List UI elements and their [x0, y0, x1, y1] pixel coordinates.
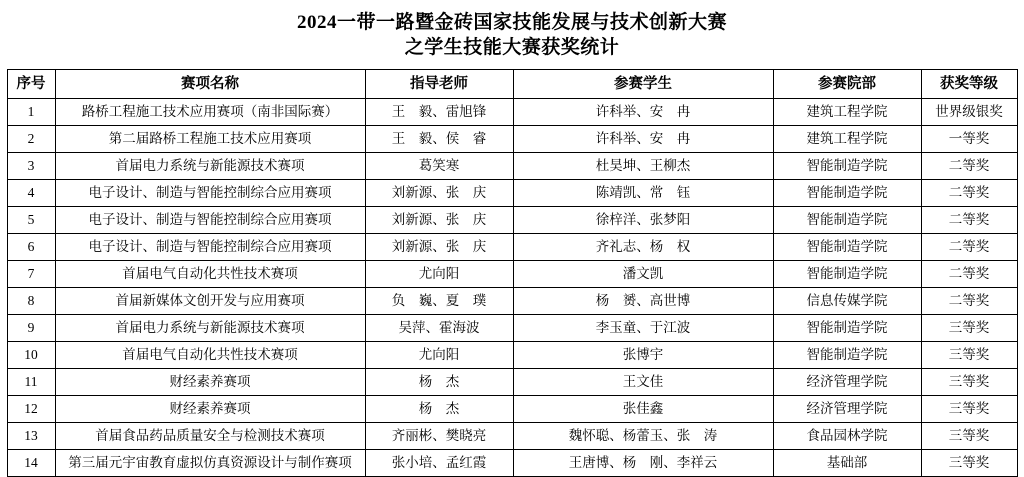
cell-competition-name: 电子设计、制造与智能控制综合应用赛项	[55, 180, 365, 207]
cell-teacher: 张小培、孟红霞	[365, 450, 513, 477]
cell-seq: 9	[7, 315, 55, 342]
cell-award-level: 三等奖	[921, 342, 1017, 369]
column-header-competition-name: 赛项名称	[55, 70, 365, 99]
cell-college: 基础部	[773, 450, 921, 477]
cell-teacher: 杨 杰	[365, 369, 513, 396]
cell-student: 张博宇	[513, 342, 773, 369]
cell-competition-name: 首届新媒体文创开发与应用赛项	[55, 288, 365, 315]
award-statistics-table	[7, 69, 1018, 477]
cell-student: 杜昊坤、王柳杰	[513, 153, 773, 180]
cell-seq: 3	[7, 153, 55, 180]
cell-teacher: 尤向阳	[365, 342, 513, 369]
title-line-2: 之学生技能大赛获奖统计	[404, 37, 620, 58]
cell-seq: 7	[7, 261, 55, 288]
table-row	[7, 288, 1017, 315]
cell-student: 王唐博、杨 刚、李祥云	[513, 450, 773, 477]
cell-student: 魏怀聪、杨蕾玉、张 涛	[513, 423, 773, 450]
cell-competition-name: 首届电力系统与新能源技术赛项	[55, 153, 365, 180]
cell-award-level: 二等奖	[921, 234, 1017, 261]
cell-award-level: 三等奖	[921, 423, 1017, 450]
cell-award-level: 一等奖	[921, 126, 1017, 153]
table-row	[7, 207, 1017, 234]
cell-competition-name: 首届食品药品质量安全与检测技术赛项	[55, 423, 365, 450]
cell-seq: 12	[7, 396, 55, 423]
cell-student: 杨 赟、高世博	[513, 288, 773, 315]
cell-competition-name: 电子设计、制造与智能控制综合应用赛项	[55, 234, 365, 261]
cell-college: 经济管理学院	[773, 369, 921, 396]
cell-student: 陈靖凯、常 钰	[513, 180, 773, 207]
cell-college: 经济管理学院	[773, 396, 921, 423]
column-header-teacher: 指导老师	[365, 70, 513, 99]
table-row	[7, 450, 1017, 477]
column-header-award-level: 获奖等级	[921, 70, 1017, 99]
cell-award-level: 二等奖	[921, 288, 1017, 315]
table-header-row	[7, 70, 1017, 99]
cell-college: 建筑工程学院	[773, 99, 921, 126]
cell-seq: 13	[7, 423, 55, 450]
cell-award-level: 二等奖	[921, 153, 1017, 180]
cell-competition-name: 电子设计、制造与智能控制综合应用赛项	[55, 207, 365, 234]
cell-college: 建筑工程学院	[773, 126, 921, 153]
table-body	[7, 99, 1017, 477]
table-row	[7, 153, 1017, 180]
cell-teacher: 杨 杰	[365, 396, 513, 423]
cell-teacher: 刘新源、张 庆	[365, 207, 513, 234]
cell-student: 李玉童、于江波	[513, 315, 773, 342]
cell-teacher: 刘新源、张 庆	[365, 234, 513, 261]
cell-college: 智能制造学院	[773, 207, 921, 234]
cell-award-level: 三等奖	[921, 450, 1017, 477]
cell-student: 潘文凯	[513, 261, 773, 288]
table-row	[7, 369, 1017, 396]
cell-seq: 2	[7, 126, 55, 153]
cell-competition-name: 路桥工程施工技术应用赛项（南非国际赛）	[55, 99, 365, 126]
cell-competition-name: 首届电气自动化共性技术赛项	[55, 342, 365, 369]
cell-seq: 8	[7, 288, 55, 315]
cell-competition-name: 财经素养赛项	[55, 396, 365, 423]
cell-competition-name: 第三届元宇宙教育虚拟仿真资源设计与制作赛项	[55, 450, 365, 477]
table-row	[7, 99, 1017, 126]
cell-seq: 4	[7, 180, 55, 207]
column-header-college: 参赛院部	[773, 70, 921, 99]
cell-college: 智能制造学院	[773, 153, 921, 180]
cell-student: 张佳鑫	[513, 396, 773, 423]
cell-competition-name: 第二届路桥工程施工技术应用赛项	[55, 126, 365, 153]
cell-college: 食品园林学院	[773, 423, 921, 450]
cell-college: 智能制造学院	[773, 234, 921, 261]
page-title	[6, 10, 1018, 60]
cell-seq: 1	[7, 99, 55, 126]
title-line-1: 2024一带一路暨金砖国家技能发展与技术创新大赛	[296, 12, 727, 33]
cell-seq: 6	[7, 234, 55, 261]
cell-award-level: 三等奖	[921, 315, 1017, 342]
cell-award-level: 二等奖	[921, 261, 1017, 288]
cell-award-level: 二等奖	[921, 207, 1017, 234]
cell-seq: 5	[7, 207, 55, 234]
cell-award-level: 二等奖	[921, 180, 1017, 207]
cell-award-level: 世界级银奖	[921, 99, 1017, 126]
cell-teacher: 齐丽彬、樊晓亮	[365, 423, 513, 450]
table-row	[7, 315, 1017, 342]
cell-seq: 10	[7, 342, 55, 369]
column-header-seq: 序号	[7, 70, 55, 99]
cell-competition-name: 首届电力系统与新能源技术赛项	[55, 315, 365, 342]
cell-teacher: 王 毅、雷旭锋	[365, 99, 513, 126]
cell-college: 智能制造学院	[773, 315, 921, 342]
cell-student: 齐礼志、杨 权	[513, 234, 773, 261]
table-row	[7, 342, 1017, 369]
cell-teacher: 吴萍、霍海波	[365, 315, 513, 342]
cell-competition-name: 首届电气自动化共性技术赛项	[55, 261, 365, 288]
cell-college: 智能制造学院	[773, 342, 921, 369]
table-row	[7, 126, 1017, 153]
table-row	[7, 261, 1017, 288]
cell-college: 信息传媒学院	[773, 288, 921, 315]
cell-award-level: 三等奖	[921, 369, 1017, 396]
cell-college: 智能制造学院	[773, 180, 921, 207]
cell-student: 许科举、安 冉	[513, 99, 773, 126]
table-row	[7, 396, 1017, 423]
column-header-student: 参赛学生	[513, 70, 773, 99]
cell-seq: 11	[7, 369, 55, 396]
cell-teacher: 王 毅、侯 睿	[365, 126, 513, 153]
cell-college: 智能制造学院	[773, 261, 921, 288]
cell-teacher: 尤向阳	[365, 261, 513, 288]
cell-student: 许科举、安 冉	[513, 126, 773, 153]
table-row	[7, 234, 1017, 261]
cell-student: 徐梓洋、张梦阳	[513, 207, 773, 234]
cell-award-level: 三等奖	[921, 396, 1017, 423]
cell-teacher: 葛笑寒	[365, 153, 513, 180]
cell-student: 王文佳	[513, 369, 773, 396]
table-row	[7, 180, 1017, 207]
table-row	[7, 423, 1017, 450]
cell-seq: 14	[7, 450, 55, 477]
cell-teacher: 负 巍、夏 璞	[365, 288, 513, 315]
cell-competition-name: 财经素养赛项	[55, 369, 365, 396]
cell-teacher: 刘新源、张 庆	[365, 180, 513, 207]
